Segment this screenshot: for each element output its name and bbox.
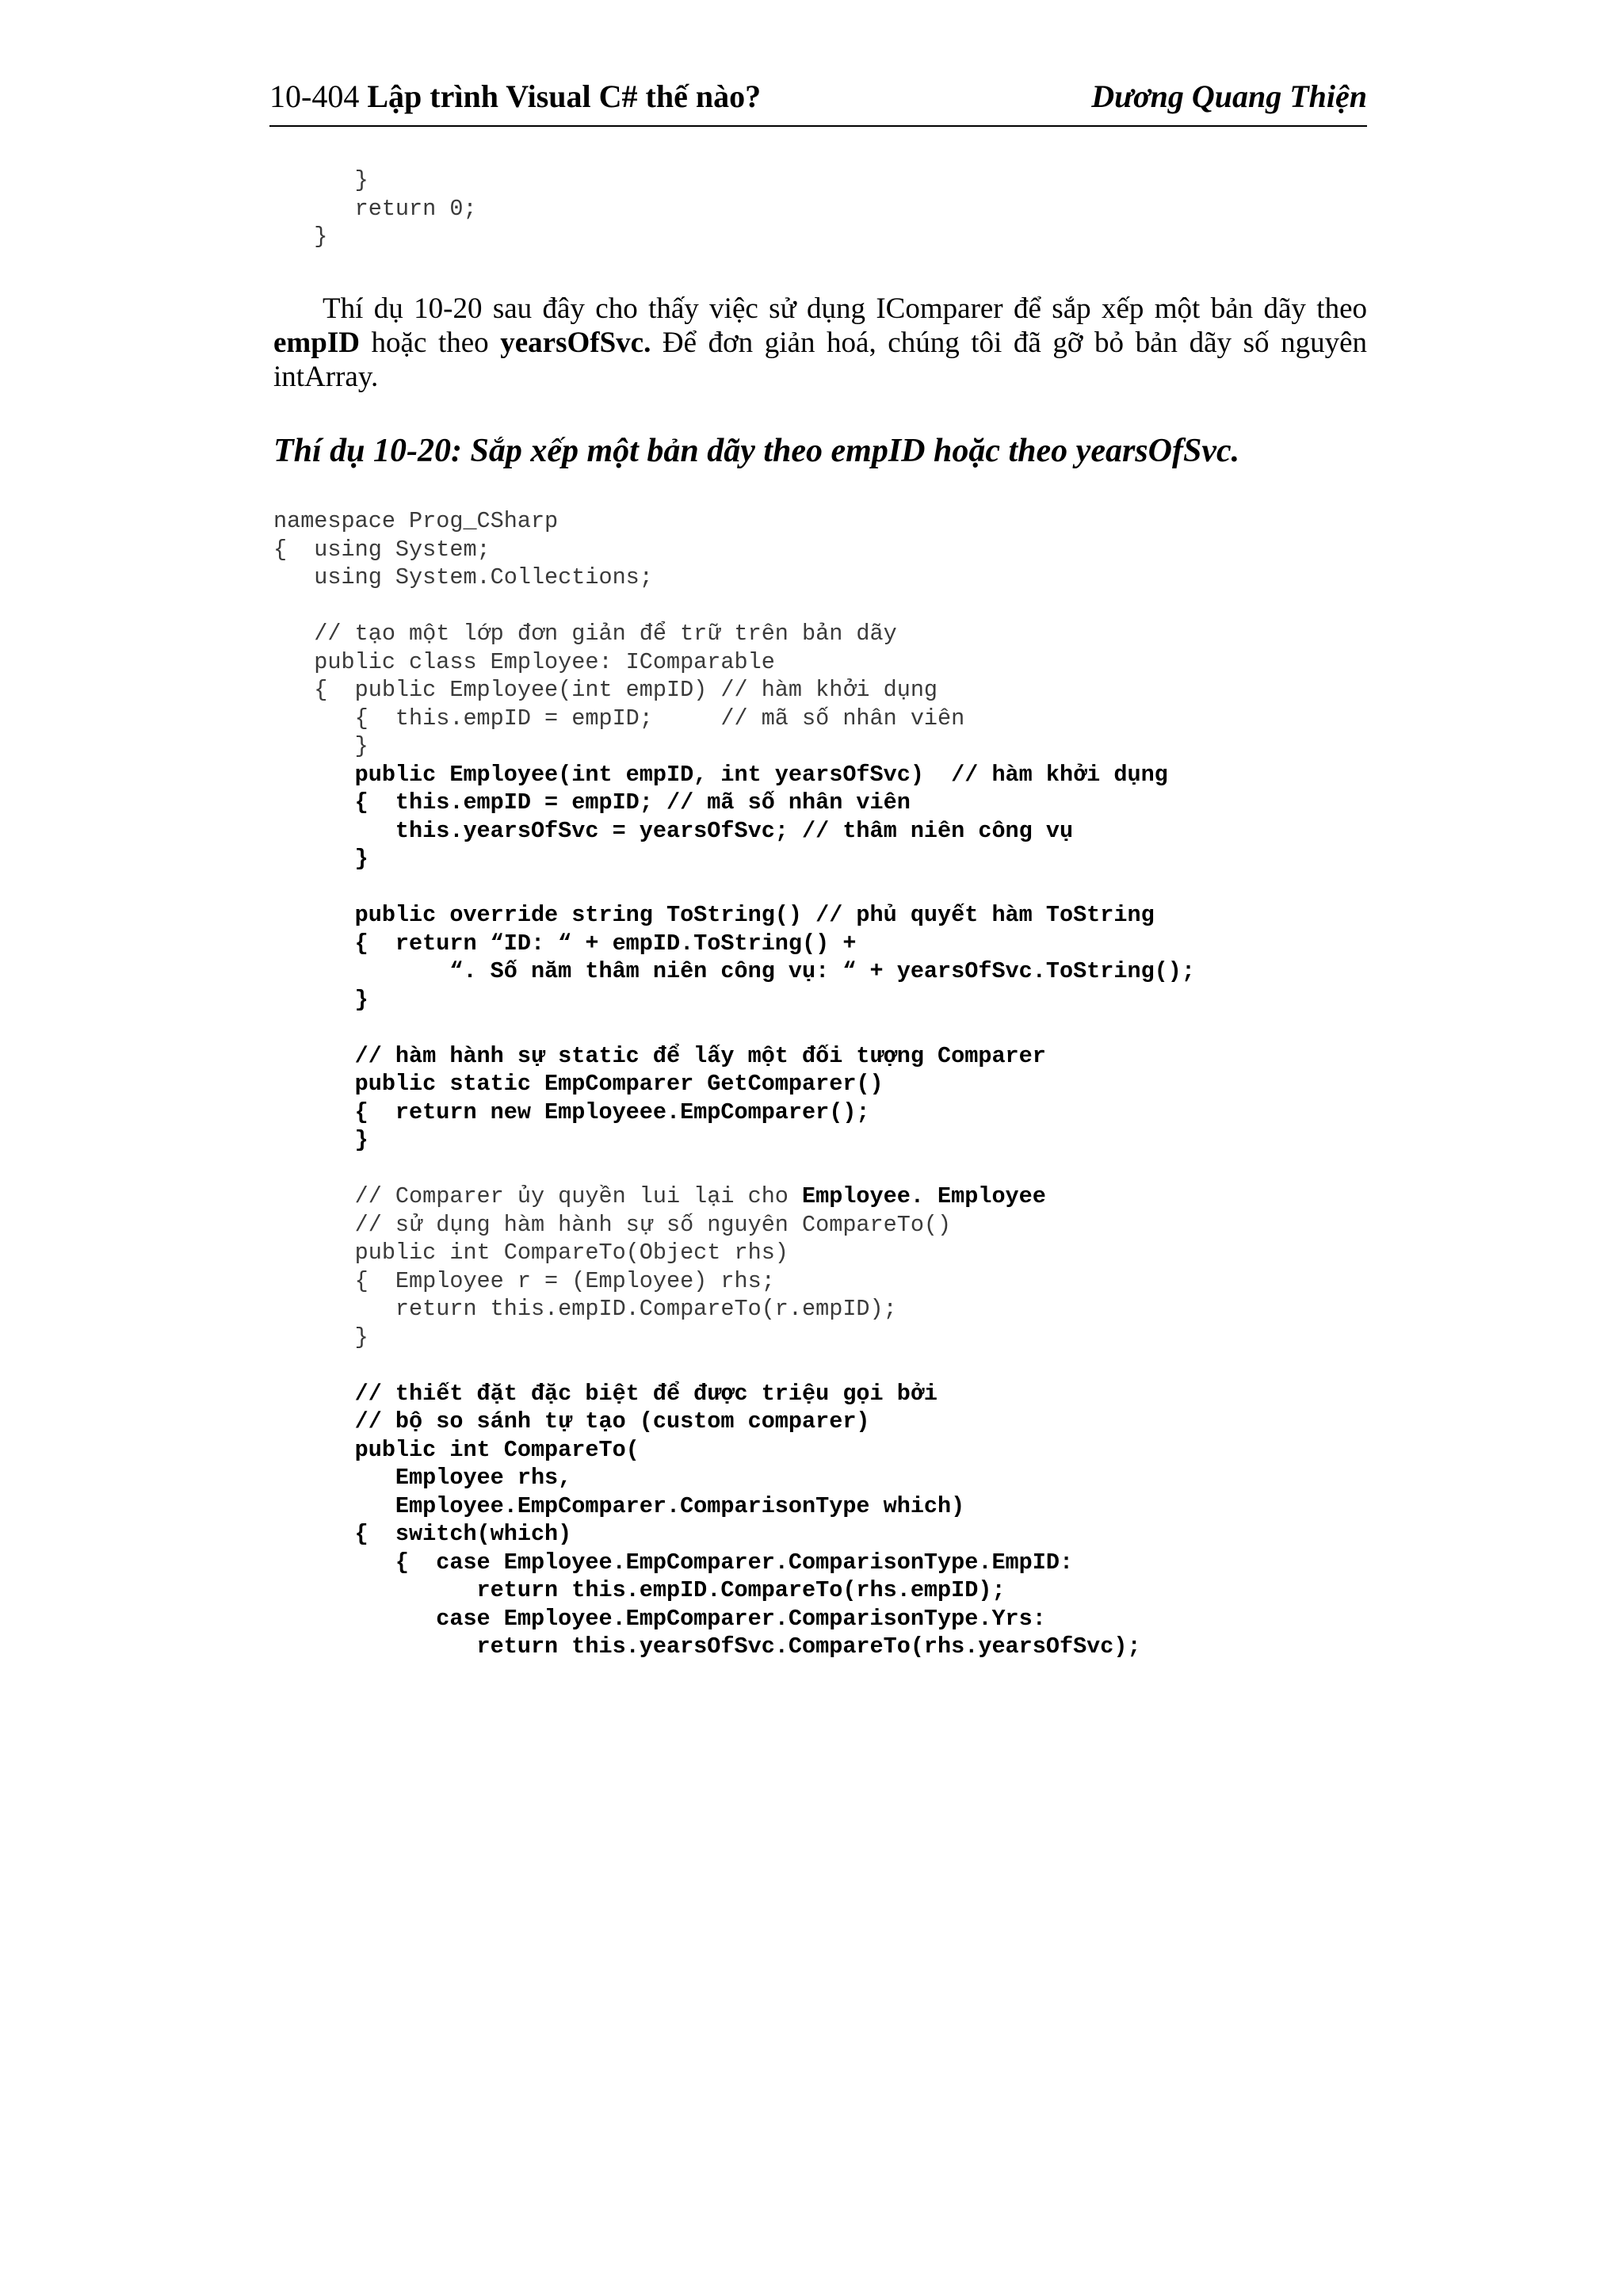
code-segment: this.yearsOfSvc = yearsOfSvc; // thâm niên công vụ xyxy=(273,817,1074,844)
code-line xyxy=(273,196,477,222)
code-segment: Employee rhs, xyxy=(273,1465,572,1491)
paragraph-text: hoặc theo xyxy=(359,327,501,359)
code-line xyxy=(273,649,775,675)
code-segment: public override string ToString() // phủ quyết hàm ToString xyxy=(273,902,1155,928)
code-line xyxy=(273,621,897,647)
body-paragraph xyxy=(273,292,1367,394)
code-line xyxy=(273,1296,897,1322)
code-line xyxy=(273,564,653,590)
code-segment: public int CompareTo(Object rhs) xyxy=(273,1240,789,1266)
code-line xyxy=(273,1521,571,1547)
code-segment: } xyxy=(273,733,369,759)
code-segment: return this.empID.CompareTo(r.empID); xyxy=(273,1296,897,1322)
code-segment: { using System; xyxy=(273,536,491,563)
code-line xyxy=(273,1043,1046,1069)
code-segment: // sử dụng hàm hành sự số nguyên CompareTo() xyxy=(273,1211,952,1238)
code-line xyxy=(273,958,1195,984)
code-segment: { Employee r = (Employee) rhs; xyxy=(273,1267,775,1294)
code-segment: { return new Employeee.EmpComparer(); xyxy=(273,1098,870,1125)
code-line xyxy=(273,846,369,872)
code-segment: Employee. Employee xyxy=(802,1183,1046,1209)
code-segment: } xyxy=(273,846,369,872)
author-name: Dương Quang Thiện xyxy=(1091,78,1367,114)
code-segment: // bộ so sánh tự tạo (custom comparer) xyxy=(273,1408,870,1435)
code-segment: public class Employee: IComparable xyxy=(273,648,775,675)
code-block-example xyxy=(273,507,1195,1661)
code-segment: // hàm hành sự static để lấy một đối tượng Comparer xyxy=(273,1042,1046,1069)
code-line xyxy=(273,1493,964,1519)
code-line xyxy=(273,1099,870,1125)
code-segment: return 0; xyxy=(273,195,477,222)
paragraph-text: Thí dụ 10-20 sau đây cho thấy việc sử dụng IComparer để sắp xếp một bản dãy theo xyxy=(323,292,1367,325)
code-line xyxy=(273,902,1155,928)
code-line xyxy=(273,1549,1073,1576)
code-segment: // Comparer ủy quyền lui lại cho xyxy=(273,1183,803,1209)
code-segment: // tạo một lớp đơn giản để trữ trên bản dãy xyxy=(273,621,897,647)
code-line xyxy=(273,1268,775,1294)
code-line xyxy=(273,789,911,816)
code-line xyxy=(273,1437,640,1463)
code-line xyxy=(273,1381,938,1407)
code-segment: case Employee.EmpComparer.ComparisonType.Yrs: xyxy=(273,1605,1046,1632)
code-line xyxy=(273,1324,369,1350)
code-segment: } xyxy=(273,223,328,250)
code-segment: { public Employee(int empID) // hàm khởi dụng xyxy=(273,677,938,703)
book-title: Lập trình Visual C# thế nào? xyxy=(367,78,762,114)
paragraph-text: Để đơn giản hoá, chúng tôi đã gỡ bỏ bản dãy số nguyên intArray. xyxy=(273,327,1367,393)
code-segment: using System.Collections; xyxy=(273,564,653,590)
code-segment: } xyxy=(273,1127,369,1153)
code-segment: Employee.EmpComparer.ComparisonType which) xyxy=(273,1492,965,1519)
code-line xyxy=(273,1212,951,1238)
code-line xyxy=(273,1633,1141,1660)
paragraph-emphasis: empID xyxy=(273,327,360,359)
code-segment: } xyxy=(273,167,369,193)
code-segment: public Employee(int empID, int yearsOfSvc) // hàm khởi dụng xyxy=(273,761,1168,788)
code-segment: public int CompareTo( xyxy=(273,1436,640,1463)
code-line xyxy=(273,705,964,732)
code-line xyxy=(273,223,327,250)
code-line xyxy=(273,1183,1046,1209)
code-block-continuation xyxy=(273,166,477,251)
page-header xyxy=(269,73,1367,127)
code-segment: “. Số năm thâm niên công vụ: “ + yearsOfSvc.ToString(); xyxy=(273,958,1195,984)
code-line xyxy=(273,762,1168,788)
code-line xyxy=(273,1071,884,1097)
code-segment: { this.empID = empID; // mã số nhân viên xyxy=(273,705,965,732)
code-line xyxy=(273,1465,571,1491)
header-left xyxy=(269,78,761,115)
code-segment: { case Employee.EmpComparer.ComparisonType.EmpID: xyxy=(273,1549,1074,1576)
code-segment: } xyxy=(273,986,369,1013)
example-title: Thí dụ 10-20: Sắp xếp một bản dãy theo empID hoặc theo yearsOfSvc. xyxy=(273,433,1240,469)
code-line xyxy=(273,1577,1006,1603)
code-segment: } xyxy=(273,1324,369,1350)
code-line xyxy=(273,167,369,193)
code-line xyxy=(273,677,938,703)
code-line xyxy=(273,537,491,563)
code-line xyxy=(273,818,1073,844)
code-segment: return this.empID.CompareTo(rhs.empID); xyxy=(273,1577,1006,1603)
code-line xyxy=(273,733,369,759)
code-segment: { switch(which) xyxy=(273,1521,572,1547)
code-line xyxy=(273,1606,1046,1632)
code-line xyxy=(273,987,369,1013)
code-segment: { return “ID: “ + empID.ToString() + xyxy=(273,930,857,957)
code-segment: public static EmpComparer GetComparer() xyxy=(273,1071,884,1097)
code-line xyxy=(273,1240,789,1266)
code-line xyxy=(273,1127,369,1153)
code-line xyxy=(273,1408,870,1435)
page-number: 10-404 xyxy=(269,78,360,114)
code-segment: { this.empID = empID; // mã số nhân viên xyxy=(273,789,911,816)
code-segment: namespace Prog_CSharp xyxy=(273,508,559,534)
code-segment: return this.yearsOfSvc.CompareTo(rhs.yearsOfSvc); xyxy=(273,1633,1141,1660)
code-segment: // thiết đặt đặc biệt để được triệu gọi bởi xyxy=(273,1380,938,1407)
paragraph-emphasis: yearsOfSvc. xyxy=(500,327,651,359)
code-line xyxy=(273,930,856,957)
code-line xyxy=(273,508,558,534)
